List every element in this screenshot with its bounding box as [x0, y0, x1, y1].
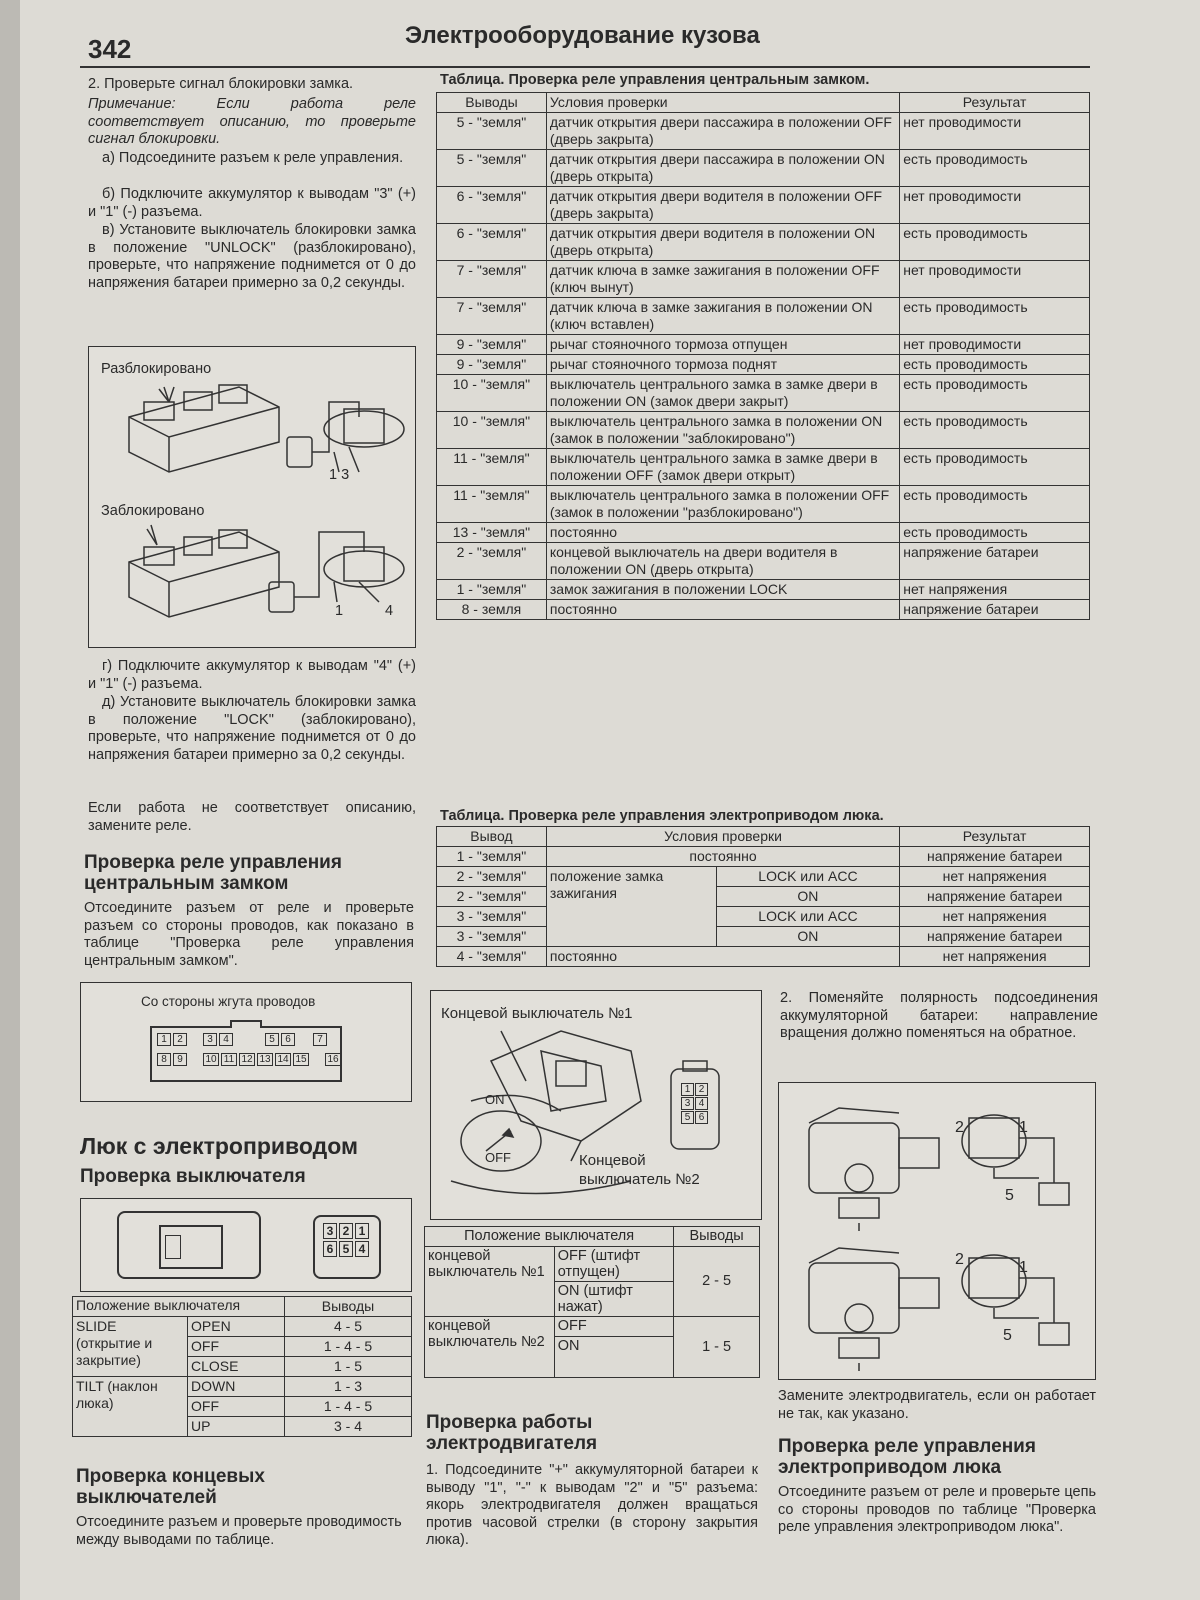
pin: 3 — [681, 1097, 694, 1110]
table-row — [437, 543, 1090, 580]
cell: LOCK или ACC — [716, 867, 900, 887]
table-row — [437, 150, 1090, 187]
cell: 4 - "земля" — [437, 947, 547, 967]
table-row — [437, 907, 1090, 927]
lock-switch-drawing — [89, 347, 415, 647]
switch-pin-grid — [323, 1223, 375, 1257]
group-cell: TILT (наклон люка) — [73, 1377, 188, 1437]
figure-sunroof-switch — [80, 1198, 412, 1292]
condition-cell: датчик открытия двери пассажира в положении OFF (дверь закрыта) — [546, 113, 899, 150]
condition-cell: датчик ключа в замке зажигания в положении OFF (ключ вынут) — [546, 261, 899, 298]
table-row — [437, 261, 1090, 298]
table-row — [437, 355, 1090, 375]
cell: CLOSE — [188, 1357, 285, 1377]
switch-window — [165, 1235, 181, 1259]
cell: 2 - "земля" — [437, 887, 547, 907]
heading-sunroof-relay: Проверка реле управления электроприводом люка — [778, 1436, 1036, 1478]
pin: 6 — [323, 1241, 337, 1257]
pin: 1 — [157, 1033, 171, 1046]
switch-knob — [159, 1225, 223, 1269]
cell: постоянно — [546, 947, 899, 967]
ignition-cell: положение замка зажигания — [546, 867, 716, 947]
table-row — [437, 449, 1090, 486]
table-header — [437, 93, 1090, 113]
pin: 16 — [325, 1053, 341, 1066]
table-row — [437, 375, 1090, 412]
cell: 1 - 4 - 5 — [285, 1397, 412, 1417]
cell: 3 - "земля" — [437, 907, 547, 927]
pin: 12 — [239, 1053, 255, 1066]
condition-cell: выключатель центрального замка в замке двери в положении OFF (замок двери открыт) — [546, 449, 899, 486]
note: Примечание: Если работа реле соответствует описанию, то проверьте сигнал блокировки. — [88, 96, 416, 147]
cell: напряжение батареи — [900, 887, 1090, 907]
page-title: Электрооборудование кузова — [405, 22, 760, 49]
table-row — [425, 1317, 760, 1337]
result-cell: есть проводимость — [900, 355, 1090, 375]
pins-unlocked: 1 3 — [329, 467, 350, 483]
pin: 14 — [275, 1053, 291, 1066]
sunroof-relay-table — [436, 826, 1090, 967]
pin: 5 — [681, 1111, 694, 1124]
page-number: 342 — [88, 34, 132, 64]
cell: напряжение батареи — [900, 927, 1090, 947]
pin-label-5: 5 — [1005, 1187, 1014, 1204]
pin: 13 — [257, 1053, 273, 1066]
terminal-cell: 11 - "земля" — [437, 449, 547, 486]
central-table-caption: Таблица. Проверка реле управления центральным замком. — [440, 72, 870, 88]
condition-cell: постоянно — [546, 600, 899, 620]
pin: 3 — [203, 1033, 217, 1046]
result-cell: есть проводимость — [900, 523, 1090, 543]
terminal-cell: 9 - "земля" — [437, 335, 547, 355]
cell: 2 - "земля" — [437, 867, 547, 887]
cell: 1 - 4 - 5 — [285, 1337, 412, 1357]
table-row — [437, 298, 1090, 335]
cell: нет напряжения — [900, 867, 1090, 887]
pin: 4 — [355, 1241, 369, 1257]
cell: 4 - 5 — [285, 1317, 412, 1337]
step-b: б) Подключите аккумулятор к выводам "3" (+) и "1" (-) разъема. — [88, 186, 416, 220]
para-sunroof-relay: Отсоедините разъем от реле и проверьте цепь со стороны проводов по таблице "Проверка реле управления электроприводом люка". — [778, 1484, 1096, 1535]
table-row — [437, 335, 1090, 355]
pin: 4 — [219, 1033, 233, 1046]
condition-cell: датчик ключа в замке зажигания в положении ON (ключ вставлен) — [546, 298, 899, 335]
para-replace-motor: Замените электродвигатель, если он работает не так, как указано. — [778, 1388, 1096, 1422]
terminal-cell: 7 - "земля" — [437, 298, 547, 335]
terminal-cell: 8 - земля — [437, 600, 547, 620]
switch-body — [117, 1211, 261, 1279]
terminal-cell: 7 - "земля" — [437, 261, 547, 298]
cell: OFF — [554, 1317, 674, 1337]
cell: постоянно — [546, 847, 899, 867]
result-cell: есть проводимость — [900, 375, 1090, 412]
pin: 15 — [293, 1053, 309, 1066]
pin-label-1: 1 — [1019, 1119, 1028, 1136]
cell: нет напряжения — [900, 947, 1090, 967]
para-check-lock-signal: 2. Проверьте сигнал блокировки замка. — [88, 76, 354, 92]
terminal-cell: 2 - "земля" — [437, 543, 547, 580]
para-central-lock: Отсоедините разъем от реле и проверьте разъем со стороны проводов, как показано в таблице "Проверка реле управления центральным замком". — [84, 900, 414, 969]
condition-cell: датчик открытия двери водителя в положении OFF (дверь закрыта) — [546, 187, 899, 224]
condition-cell: замок зажигания в положении LOCK — [546, 580, 899, 600]
pin: 11 — [221, 1053, 237, 1066]
pin: 4 — [695, 1097, 708, 1110]
label-limit-switch-2: Концевой выключатель №2 — [579, 1152, 700, 1188]
table-row — [437, 523, 1090, 543]
figure-motor — [778, 1082, 1096, 1380]
pin: 5 — [265, 1033, 279, 1046]
result-cell: есть проводимость — [900, 150, 1090, 187]
result-cell: нет проводимости — [900, 261, 1090, 298]
result-cell: есть проводимость — [900, 449, 1090, 486]
table-row — [437, 600, 1090, 620]
terminal-cell: 5 - "земля" — [437, 150, 547, 187]
pin: 2 — [695, 1083, 708, 1096]
cell: OFF — [188, 1397, 285, 1417]
result-cell: есть проводимость — [900, 224, 1090, 261]
cell: нет напряжения — [900, 907, 1090, 927]
table-row — [437, 187, 1090, 224]
condition-cell: выключатель центрального замка в положении ON (замок в положении "заблокировано") — [546, 412, 899, 449]
pin: 9 — [173, 1053, 187, 1066]
switch-cell: концевой выключатель №1 — [425, 1247, 555, 1317]
condition-cell: концевой выключатель на двери водителя в положении ON (дверь открыта) — [546, 543, 899, 580]
condition-cell: постоянно — [546, 523, 899, 543]
header-cell: Условия проверки — [546, 93, 899, 113]
connector-top-row — [157, 1033, 327, 1046]
group-cell: SLIDE (открытие и закрытие) — [73, 1317, 188, 1377]
motor-drawing — [779, 1083, 1095, 1379]
header-cell: Выводы — [437, 93, 547, 113]
pin: 1 — [681, 1083, 694, 1096]
result-cell: есть проводимость — [900, 298, 1090, 335]
table-row — [73, 1317, 412, 1337]
pin: 5 — [339, 1241, 353, 1257]
switch-cell: концевой выключатель №2 — [425, 1317, 555, 1378]
pin: 10 — [203, 1053, 219, 1066]
cell: 1 - 3 — [285, 1377, 412, 1397]
switch-table — [72, 1296, 412, 1437]
terminal-cell: 1 - "земля" — [437, 580, 547, 600]
cell: напряжение батареи — [900, 847, 1090, 867]
header-cell: Положение выключателя — [73, 1297, 285, 1317]
result-cell: есть проводимость — [900, 486, 1090, 523]
para-motor-check: 1. Подсоедините "+" аккумуляторной батареи к выводу "1", "-" к выводам "2" и "5" разъема: якорь электродвигателя должен вращаться против часовой стрелки (в сторону закрытия люка). — [426, 1462, 758, 1548]
header-cell: Результат — [900, 827, 1090, 847]
para-limit-switches: Отсоедините разъем и проверьте проводимость между выводами по таблице. — [76, 1514, 402, 1548]
step-d: д) Установите выключатель блокировки замка в положение "LOCK" (заблокировано), проверьте, что напряжение поднимется от 0 до напряжения батареи примерно за 0,2 секунды. — [88, 694, 416, 763]
switch-connector — [313, 1215, 381, 1279]
cell: ON — [554, 1337, 674, 1378]
terminal-cell: 10 - "земля" — [437, 412, 547, 449]
step-a: а) Подсоедините разъем к реле управления. — [102, 150, 404, 166]
cell: ON — [716, 887, 900, 907]
cell: OFF — [188, 1337, 285, 1357]
cell: ON — [716, 927, 900, 947]
cell: 1 - "земля" — [437, 847, 547, 867]
label-unlocked: Разблокировано — [101, 361, 212, 377]
result-cell: нет напряжения — [900, 580, 1090, 600]
condition-cell: рычаг стояночного тормоза поднят — [546, 355, 899, 375]
pin: 1 — [355, 1223, 369, 1239]
pin: 8 — [157, 1053, 171, 1066]
heading-switch-check: Проверка выключателя — [80, 1166, 306, 1187]
cell: 2 - 5 — [674, 1247, 760, 1317]
figure-limit-switches — [430, 990, 762, 1220]
cell: UP — [188, 1417, 285, 1437]
cell: LOCK или ACC — [716, 907, 900, 927]
result-cell: напряжение батареи — [900, 543, 1090, 580]
terminal-cell: 5 - "земля" — [437, 113, 547, 150]
table-row — [73, 1377, 412, 1397]
pin: 6 — [695, 1111, 708, 1124]
terminal-cell: 11 - "земля" — [437, 486, 547, 523]
harness-label: Со стороны жгута проводов — [141, 994, 316, 1009]
pin: 6 — [281, 1033, 295, 1046]
terminal-cell: 6 - "земля" — [437, 187, 547, 224]
step-c: в) Установите выключатель блокировки замка в положение "UNLOCK" (разблокировано), проверьте, что напряжение поднимется от 0 до напряжения батареи примерно за 0,2 секунды. — [88, 222, 416, 291]
condition-cell: датчик открытия двери пассажира в положении ON (дверь открыта) — [546, 150, 899, 187]
terminal-cell: 10 - "земля" — [437, 375, 547, 412]
table-row — [437, 867, 1090, 887]
table-row — [437, 580, 1090, 600]
table-row — [437, 224, 1090, 261]
condition-cell: рычаг стояночного тормоза отпущен — [546, 335, 899, 355]
label-locked: Заблокировано — [101, 503, 205, 519]
condition-cell: датчик открытия двери водителя в положении ON (дверь открыта) — [546, 224, 899, 261]
table-row — [437, 847, 1090, 867]
header-cell: Выводы — [674, 1227, 760, 1247]
limit-switch-table — [424, 1226, 760, 1378]
header-cell: Вывод — [437, 827, 547, 847]
cell: ON (штифт нажат) — [554, 1282, 674, 1317]
step-g: г) Подключите аккумулятор к выводам "4" (+) и "1" (-) разъема. — [88, 658, 416, 692]
terminal-cell: 13 - "земля" — [437, 523, 547, 543]
table-row — [425, 1247, 760, 1282]
terminal-cell: 6 - "земля" — [437, 224, 547, 261]
pin: 3 — [323, 1223, 337, 1239]
terminal-cell: 9 - "земля" — [437, 355, 547, 375]
figure-lock-switch — [88, 346, 416, 648]
cell: 3 - "земля" — [437, 927, 547, 947]
label-off: OFF — [485, 1150, 511, 1165]
cell: 1 - 5 — [285, 1357, 412, 1377]
condition-cell: выключатель центрального замка в положении OFF (замок в положении "разблокировано") — [546, 486, 899, 523]
connector-bottom-row — [157, 1053, 341, 1066]
heading-central-lock-relay: Проверка реле управления центральным замком — [84, 852, 342, 894]
heading-motor-check: Проверка работы электродвигателя — [426, 1412, 598, 1454]
pin: 7 — [313, 1033, 327, 1046]
cell: OPEN — [188, 1317, 285, 1337]
result-cell: нет проводимости — [900, 113, 1090, 150]
heading-limit-switches: Проверка концевых выключателей — [76, 1466, 265, 1508]
label-on: ON — [485, 1092, 505, 1107]
heading-sunroof: Люк с электроприводом — [80, 1133, 358, 1159]
table-row — [437, 887, 1090, 907]
table-row — [437, 927, 1090, 947]
pin-label-5b: 5 — [1003, 1327, 1012, 1344]
figure-harness-connector — [80, 982, 412, 1102]
condition-cell: выключатель центрального замка в замке двери в положении ON (замок двери закрыт) — [546, 375, 899, 412]
sunroof-relay-caption: Таблица. Проверка реле управления электроприводом люка. — [440, 808, 884, 824]
table-header — [437, 827, 1090, 847]
cell: OFF (штифт отпущен) — [554, 1247, 674, 1282]
central-lock-table — [436, 92, 1090, 620]
cell: 3 - 4 — [285, 1417, 412, 1437]
result-cell: есть проводимость — [900, 412, 1090, 449]
table-header — [425, 1227, 760, 1247]
header-cell: Результат — [900, 93, 1090, 113]
pin: 2 — [339, 1223, 353, 1239]
pin-label-2: 2 — [955, 1119, 964, 1136]
para-polarity: 2. Поменяйте полярность подсоединения аккумуляторной батареи: направление вращения должно поменяться на обратное. — [780, 990, 1098, 1041]
pin-locked-4: 4 — [385, 603, 394, 619]
table-row — [437, 113, 1090, 150]
limit-connector-pins — [681, 1083, 708, 1124]
result-cell: нет проводимости — [900, 335, 1090, 355]
result-cell: нет проводимости — [900, 187, 1090, 224]
header-cell: Условия проверки — [546, 827, 899, 847]
label-limit-switch-1: Концевой выключатель №1 — [441, 1005, 633, 1022]
adjacent-page-edge — [0, 0, 20, 1600]
header-cell: Выводы — [285, 1297, 412, 1317]
table-row — [437, 947, 1090, 967]
result-cell: напряжение батареи — [900, 600, 1090, 620]
pin-label-1b: 1 — [1019, 1259, 1028, 1276]
cell: 1 - 5 — [674, 1317, 760, 1378]
table-row — [437, 486, 1090, 523]
table-header — [73, 1297, 412, 1317]
table-row — [437, 412, 1090, 449]
pin: 2 — [173, 1033, 187, 1046]
pin-label-2b: 2 — [955, 1251, 964, 1268]
cell: DOWN — [188, 1377, 285, 1397]
para-replace-relay: Если работа не соответствует описанию, замените реле. — [88, 800, 416, 834]
pin-locked-1: 1 — [335, 603, 344, 619]
header-rule — [80, 66, 1090, 68]
header-cell: Положение выключателя — [425, 1227, 674, 1247]
